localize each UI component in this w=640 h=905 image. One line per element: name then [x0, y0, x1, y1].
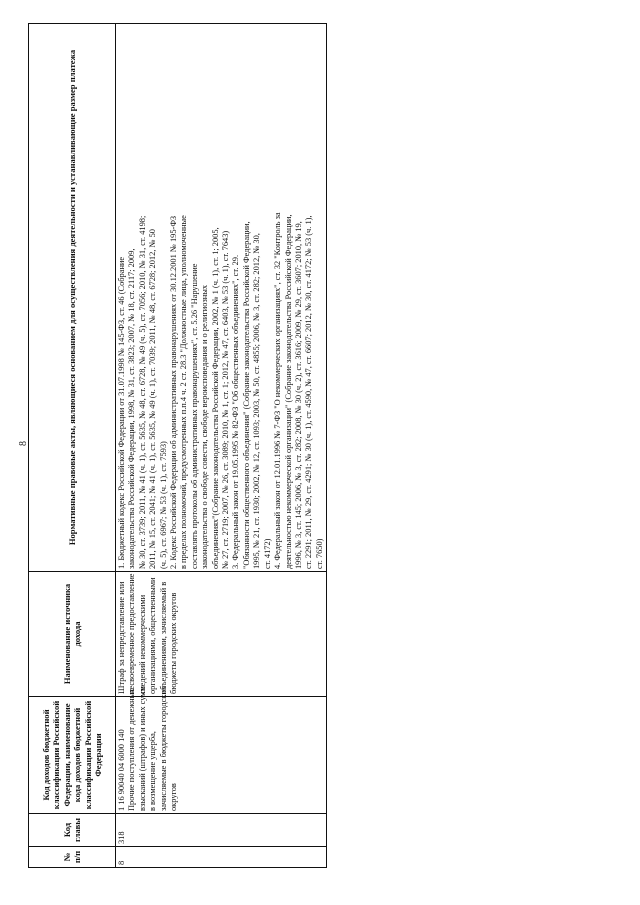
kbk-line: взысканий (штрафов) и иных сумм — [137, 686, 147, 811]
acts-line: объединениях"(Собрание законодательства Российской Федерации, 2002, № 1 (ч. 1), ст. 1; 2005, — [210, 227, 220, 569]
source-line: объединениями, зачисляемый в — [158, 581, 168, 694]
kbk-line: зачисляемые в бюджеты городских — [158, 685, 168, 811]
kbk-line: в возмещение ущерба, — [148, 731, 158, 811]
acts-line: 1996, № 3, ст. 145; 2006, № 3, ст. 282; 2008, № 30 (ч. 2), ст. 3616; 2009, № 29, ст. 3607; 2010, № 19, — [293, 221, 303, 569]
source-line: организациями, общественными — [148, 577, 158, 694]
rotated-table-page — [28, 23, 358, 868]
header-acts: Нормативные правовые акты, являющиеся основанием для осуществления деятельности и устанавливающие размер платежа — [29, 24, 116, 572]
acts-line: деятельностью некоммерческой организации" (Собрание законодательства Российской Федерации, — [283, 214, 293, 569]
acts-line: 4. Федеральный закон от 12.01.1996 № 7-ФЗ "О некоммерческих организациях", ст. 32 "Контроль за — [273, 212, 283, 569]
page-number: 8 — [18, 441, 29, 446]
acts-line: 2. Кодекс Российской Федерации об административных правонарушениях от 30.12.2001 № 195-ФЗ — [169, 215, 179, 569]
table-row — [116, 24, 327, 868]
acts-line: 2011, № 15, ст. 2041; № 41 (ч. 1), ст. 5635, № 49 (ч. 1), ст. 7039; 2011, № 48, ст. 6728; 2012, № 50 — [148, 229, 158, 569]
acts-line: № 30, ст. 3739; 2011, № 41 (ч. 1), ст. 5635, № 48, ст. 6728, № 49 (ч. 5), ст. 7056; 2010, № 31, ст. 4198; — [137, 215, 147, 569]
acts-line: 1. Бюджетный кодекс Российской Федерации от 31.07.1998 № 145-ФЗ, ст. 46 (Собрание — [117, 256, 126, 569]
acts-line: (ч. 5), ст. 6967; № 53 (ч. 1), ст. 7593) — [158, 441, 168, 569]
cell-source — [116, 572, 327, 697]
header-source: Наименование источника дохода — [29, 572, 116, 697]
acts-line: законодательства о свободе совести, свободе вероисповедания и о религиозных — [200, 284, 210, 569]
acts-line: ст. 2291; 2011, № 29, ст. 4291; № 30 (ч. 1), ст. 4590, № 47, ст. 6607; 2012, № 30, ст. 4172; № 53 (ч. 1), — [304, 215, 314, 569]
kbk-code: 1 16 90040 04 6000 140 — [117, 729, 126, 811]
acts-line: ст. 7650) — [314, 538, 324, 569]
kbk-line: округов — [169, 783, 179, 811]
header-num: № п/п — [29, 847, 116, 868]
acts-line: "Обязанности общественного объединения" (Собрание законодательства Российской Федерации, — [241, 221, 251, 569]
header-row — [29, 24, 116, 868]
source-line: несвоевременное предоставление — [127, 573, 137, 694]
acts-line: 1995, № 21, ст. 1930; 2002, № 12, ст. 1093; 2003, № 50, ст. 4855; 2006, № 3, ст. 282; 2012, № 30, — [252, 233, 262, 569]
acts-line: ст. 4172) — [262, 538, 272, 569]
acts-line: законодательства Российской Федерации, 1998, № 31, ст. 3823; 2007, № 18, ст. 2117; 2009, — [127, 248, 137, 569]
revenue-table — [28, 23, 327, 868]
cell-acts — [116, 24, 327, 572]
source-line: сведений некоммерческими — [137, 594, 147, 694]
header-chapter-code: Код главы — [29, 814, 116, 847]
acts-line: в пределах полномочий, предусмотренных п.п.4 ч. 2 ст. 28.3 "Должностные лица, уполномоченные — [179, 215, 189, 569]
header-kbk: Код доходов бюджетной классификации Российской Федерации, наименование кода доходов бюджетной классификации Российской Федерации — [29, 697, 116, 814]
source-line: бюджеты городских округов — [169, 592, 179, 694]
source-line: Штраф за непредставление или — [117, 581, 126, 694]
kbk-line: Прочие поступления от денежных — [127, 688, 137, 811]
cell-chapter-code: 318 — [116, 814, 327, 847]
acts-line: 3. Федеральный закон от 19.05.1995 № 82-ФЗ "Об общественных объединениях", ст. 29. — [231, 254, 241, 569]
cell-num: 8 — [116, 847, 327, 868]
cell-kbk — [116, 685, 327, 814]
acts-line: составлять протоколы об административных правонарушениях", ст. 5.26 "Нарушение — [189, 263, 199, 569]
acts-line: № 27, ст. 2719; 2007, № 26, ст. 3089; 2010, № 1, ст. 1; 2012, № 47, ст. 6403, № 53 (ч. 1), ст. 7643) — [221, 230, 231, 569]
